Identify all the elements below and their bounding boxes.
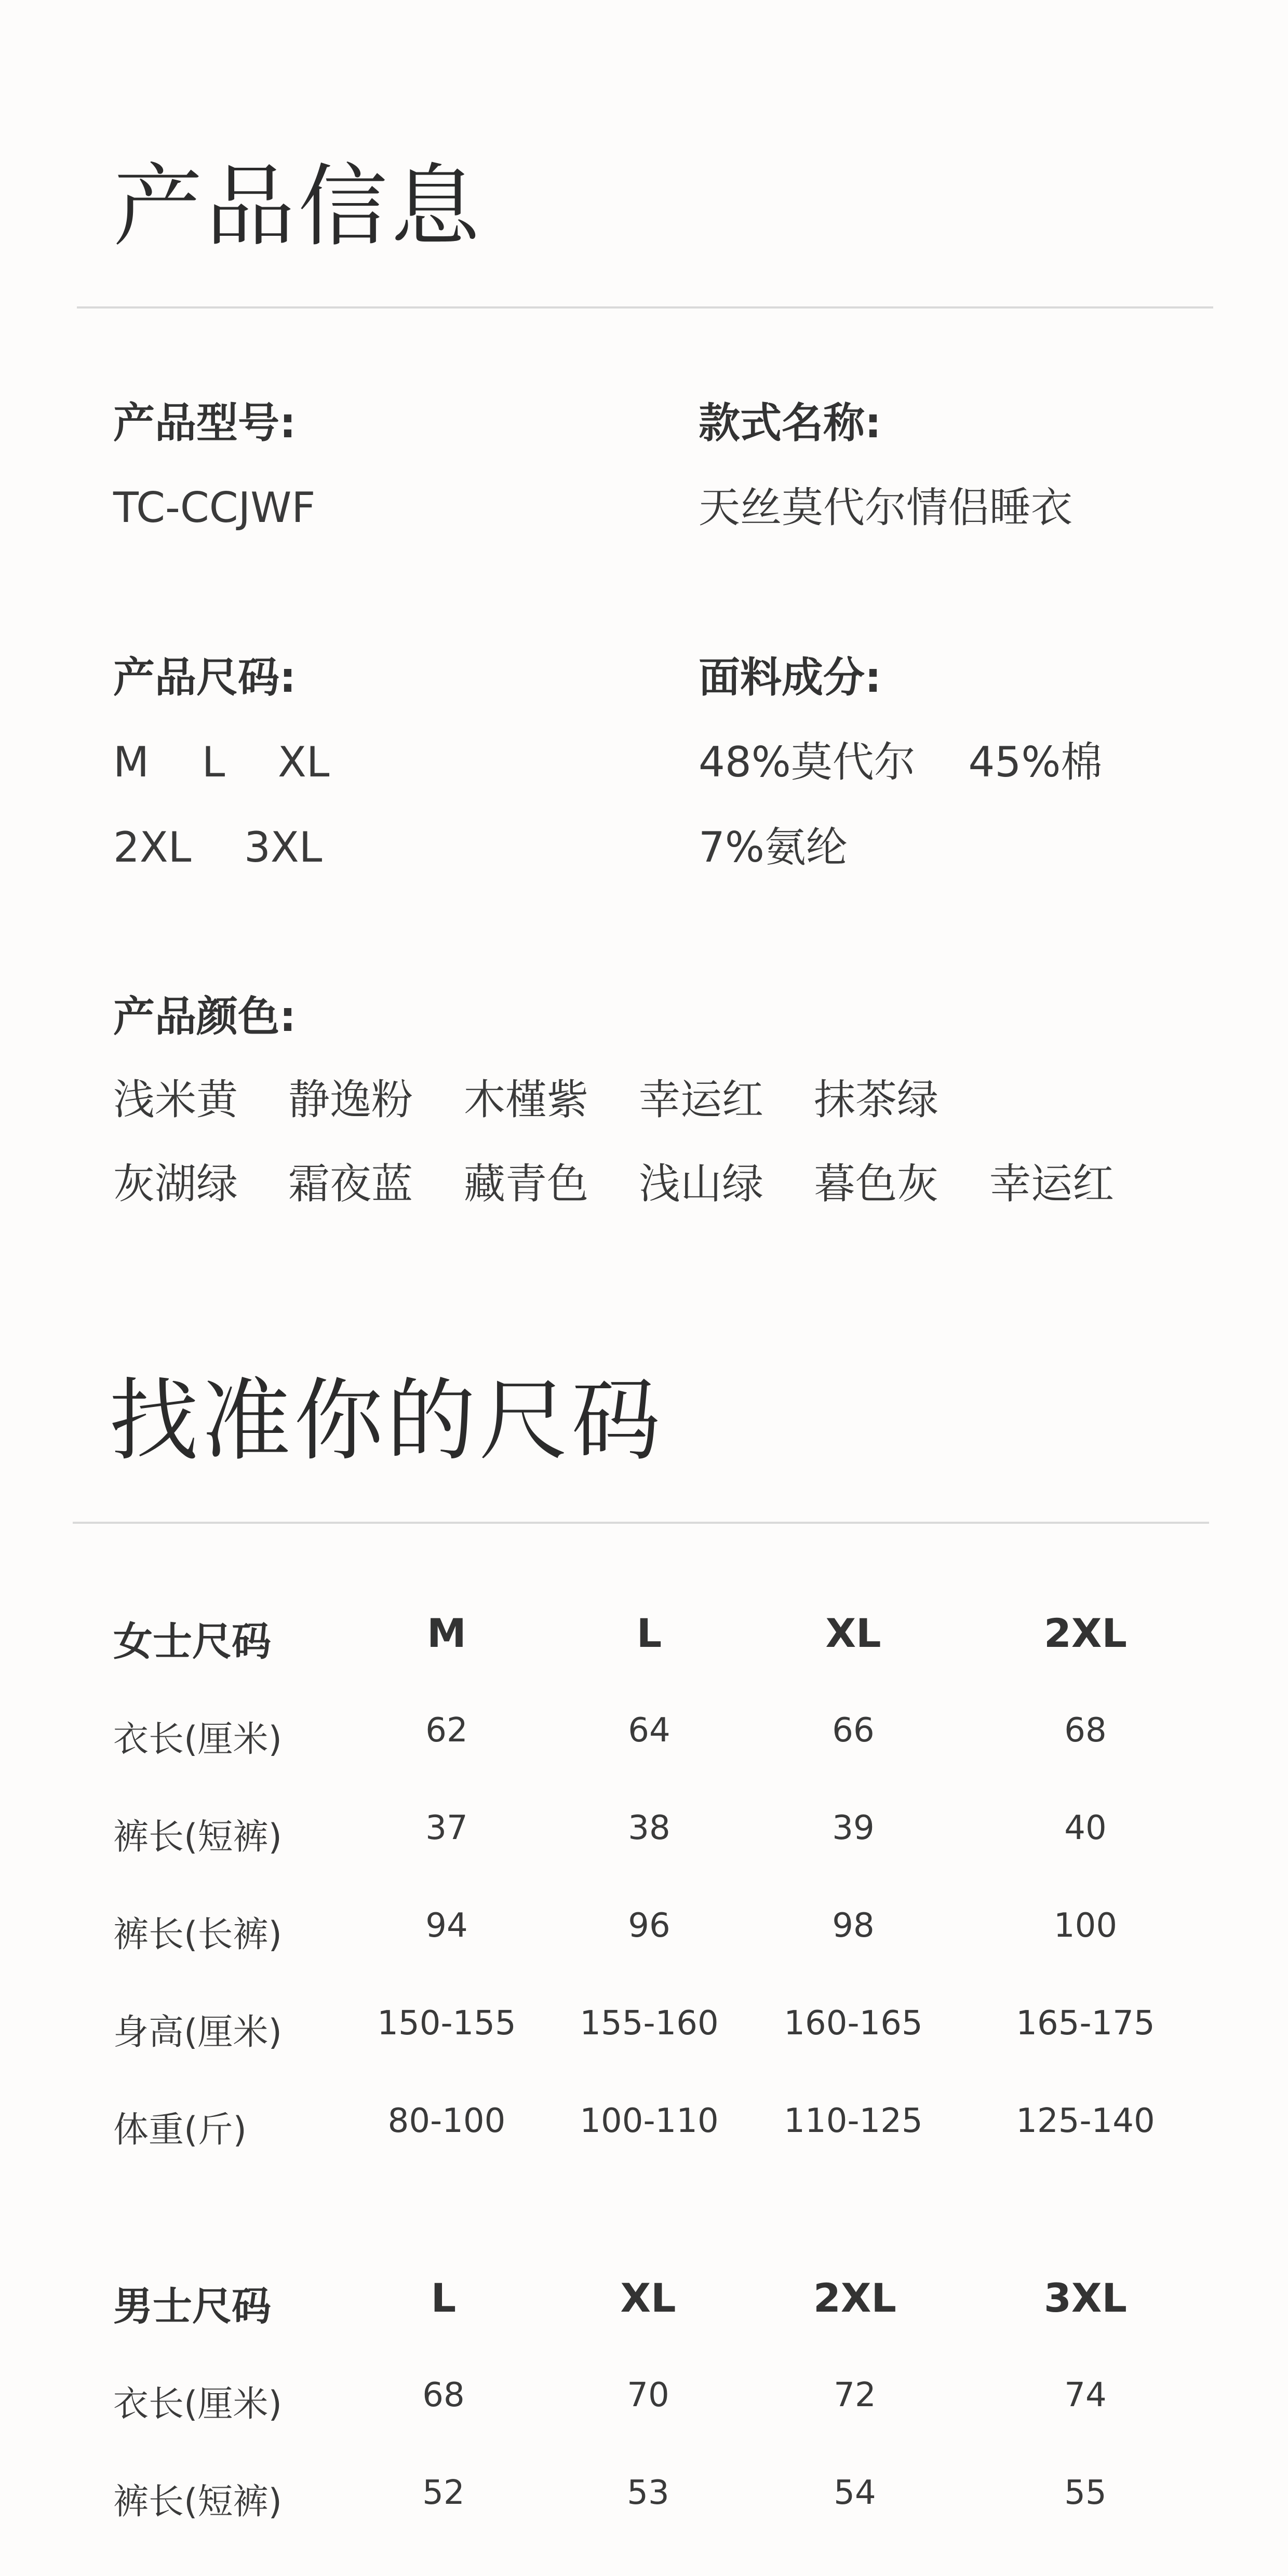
color-item: 浅山绿: [639, 1160, 763, 1208]
women-size-header-row: [113, 1610, 1162, 1665]
size-column-header: 2XL: [813, 2275, 896, 2321]
row-label: 裤长(长裤): [113, 1914, 283, 1955]
color-item: 抹茶绿: [814, 1076, 938, 1124]
table-cell: 165-175: [1016, 2004, 1155, 2043]
product-info-title: 产品信息: [113, 154, 483, 259]
table-cell: 55: [1064, 2474, 1107, 2512]
size-column-header: L: [431, 2275, 457, 2321]
table-cell: 66: [832, 1711, 875, 1750]
table-cell: 74: [1064, 2376, 1107, 2414]
table-cell: 68: [1064, 1711, 1107, 1750]
color-item: 暮色灰: [814, 1160, 938, 1208]
men-size-header-row: [113, 2275, 1162, 2327]
color-item: 静逸粉: [288, 1076, 413, 1124]
size-options-line2: 2XL 3XL: [113, 823, 323, 871]
men-size-table: [113, 2275, 1162, 2524]
table-row: [113, 1711, 1162, 1763]
product-info-divider: [77, 306, 1213, 308]
fabric-label: 面料成分:: [699, 653, 881, 702]
table-cell: 38: [628, 1809, 670, 1847]
table-cell: 155-160: [580, 2004, 719, 2043]
table-cell: 52: [422, 2474, 465, 2512]
table-cell: 100: [1053, 1907, 1118, 1945]
size-column-header: XL: [620, 2275, 676, 2321]
size-column-header: M: [427, 1610, 466, 1656]
table-cell: 64: [628, 1711, 670, 1750]
row-label: 衣长(厘米): [113, 1719, 283, 1760]
table-row: [113, 2474, 1162, 2526]
row-label: 体重(斤): [113, 2110, 247, 2151]
color-item: 霜夜蓝: [288, 1160, 413, 1208]
table-cell: 150-155: [377, 2004, 516, 2043]
size-column-header: XL: [825, 1610, 881, 1656]
men-size-header-label: 男士尺码: [113, 2283, 271, 2329]
style-value: 天丝莫代尔情侣睡衣: [699, 484, 1072, 532]
row-label: 身高(厘米): [113, 2012, 283, 2053]
table-row: [113, 2102, 1162, 2154]
table-cell: 160-165: [784, 2004, 923, 2043]
size-column-header: L: [636, 1610, 662, 1656]
table-row: [113, 2004, 1162, 2056]
size-label: 产品尺码:: [113, 653, 296, 702]
color-item: 木槿紫: [464, 1076, 588, 1124]
row-label: 裤长(短裤): [113, 1817, 283, 1858]
size-column-header: 3XL: [1044, 2275, 1127, 2321]
table-cell: 80-100: [387, 2102, 506, 2140]
table-cell: 53: [627, 2474, 669, 2512]
row-label: 衣长(厘米): [113, 2384, 283, 2425]
fabric-line1: 48%莫代尔 45%棉: [699, 738, 1103, 786]
color-item: 浅米黄: [113, 1076, 238, 1124]
table-cell: 98: [832, 1907, 875, 1945]
women-size-table: [113, 1610, 1162, 2155]
color-item: 藏青色: [464, 1160, 588, 1208]
size-column-header: 2XL: [1044, 1610, 1127, 1656]
style-label: 款式名称:: [699, 399, 881, 447]
table-cell: 96: [628, 1907, 670, 1945]
color-label: 产品颜色:: [113, 992, 296, 1041]
table-cell: 39: [832, 1809, 875, 1847]
table-cell: 72: [834, 2376, 876, 2414]
row-label: 裤长(短裤): [113, 2481, 283, 2523]
table-cell: 94: [425, 1907, 468, 1945]
model-value: TC-CCJWF: [113, 484, 316, 532]
table-cell: 125-140: [1016, 2102, 1155, 2140]
size-options-line1: M L XL: [113, 738, 330, 786]
table-cell: 40: [1064, 1809, 1107, 1847]
size-guide-divider: [73, 1522, 1209, 1524]
table-cell: 110-125: [784, 2102, 923, 2140]
table-row: [113, 2376, 1162, 2428]
table-cell: 54: [834, 2474, 876, 2512]
fabric-line2: 7%氨纶: [699, 823, 848, 871]
table-cell: 62: [425, 1711, 468, 1750]
color-item: 幸运红: [989, 1160, 1114, 1208]
color-item: 灰湖绿: [113, 1160, 238, 1208]
size-guide-title: 找准你的尺码: [109, 1369, 664, 1473]
table-cell: 100-110: [580, 2102, 719, 2140]
model-label: 产品型号:: [113, 399, 296, 447]
color-item: 幸运红: [639, 1076, 763, 1124]
women-size-header-label: 女士尺码: [113, 1618, 271, 1665]
table-cell: 70: [627, 2376, 669, 2414]
table-row: [113, 1907, 1162, 1958]
table-cell: 68: [422, 2376, 465, 2414]
table-cell: 37: [425, 1809, 468, 1847]
table-row: [113, 1809, 1162, 1861]
